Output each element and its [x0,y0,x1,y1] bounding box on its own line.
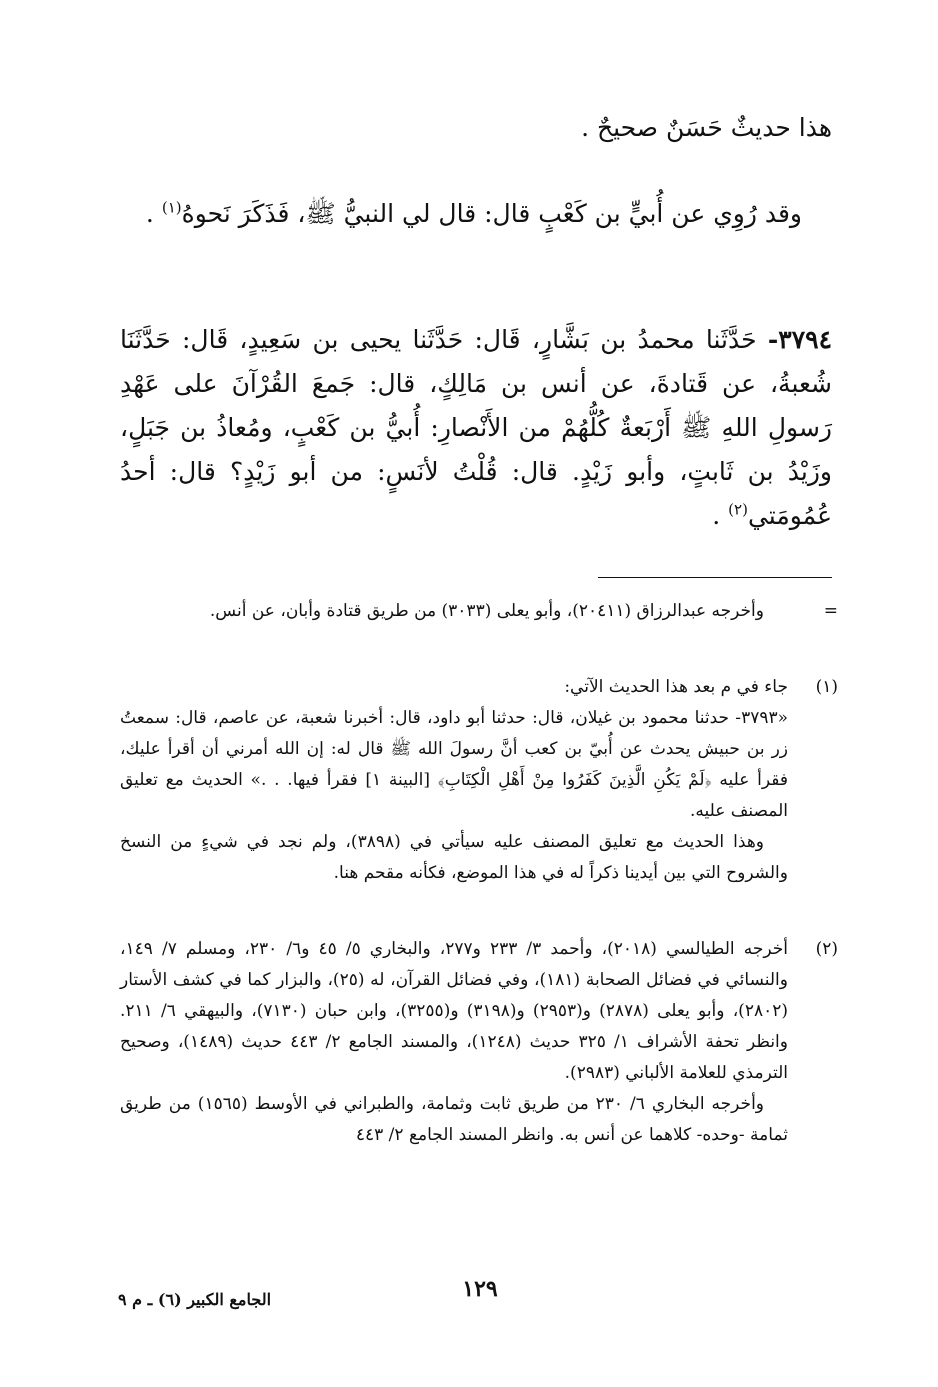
footnote-ref-2: (٢) [728,500,748,519]
continuation-marker: = [823,601,838,621]
hadith-paragraph [120,318,832,538]
hadith-end: . [712,501,729,530]
ubay-end: . [145,199,162,228]
footnote-1-quote: «٣٧٩٣- حدثنا محمود بن غيلان، قال: حدثنا أبو داود، قال: أخبرنا شعبة، عن عاصم، قال: سمعتُ زر بن حبيش يحدث عن أُبيّ بن كعب أنَّ رسولَ الله ﷺ قال له: إن الله أمرني أن أقرأ عليك، فقرأ عليه ﴿لَمْ يَكُنِ الَّذِينَ كَفَرُوا مِنْ أَهْلِ الْكِتَابِ﴾ [البينة ١] فقرأ فيها. . .» الحديث مع تعليق المصنف عليه. [120,708,788,821]
footnote-1-comment: وهذا الحديث مع تعليق المصنف عليه سيأتي في (٣٨٩٨)، ولم نجد في شيءٍ من النسخ والشروح التي بين أيدينا ذكراً له في هذا الموضع، فكأنه مقحم هنا. [120,832,788,883]
hadith-text: حَدَّثَنا محمدُ بن بَشَّارٍ، قَال: حَدَّثَنا يحيى بن سَعِيدٍ، قَال: حَدَّثَنَا شُعبةُ، عن قَتادةَ، عن أنس بن مَالِكٍ، قال: جَمعَ القُرْآنَ على عَهْدِ رَسولِ اللهِ ﷺ أَرْبَعةٌ كُلُّهُمْ من الأَنْصارِ: أُبيُّ بن كَعْبٍ، ومُعاذُ بن جَبَلٍ، وزَيْدُ بن ثَابتٍ، وأبو زَيْدٍ. قال: قُلْتُ لأنَسٍ: من أبو زَيْدٍ؟ قال: أحدُ عُمُومَتي [120,325,832,530]
ubay-text: وقد رُوِي عن أُبيٍّ بن كَعْبٍ قال: قال لي النبيُّ ﷺ، فَذَكَرَ نَحوهُ [181,199,802,228]
footnote-separator [598,577,832,578]
footnote-2-marker: (٢) [815,939,838,959]
footnote-1-marker: (١) [815,677,838,697]
continuation-text: وأخرجه عبدالرزاق (٢٠٤١١)، وأبو يعلى (٣٠٣٣) من طريق قتادة وأبان، عن أنس. [209,601,764,621]
footnote-2-text2: وأخرجه البخاري ٦/ ٢٣٠ من طريق ثابت وثمامة، والطبراني في الأوسط (١٥٦٥) من طريق ثمامة -وحده- كلاهما عن أنس به. وانظر المسند الجامع ٢/ ٤٤٣ [120,1094,788,1145]
signature-mark: الجامع الكبير (٦) ـ م ٩ [118,1290,272,1309]
footnote-ref-1: (١) [161,198,182,217]
ubay-paragraph [120,192,832,236]
footnote-2-text: أخرجه الطيالسي (٢٠١٨)، وأحمد ٣/ ٢٣٣ و٢٧٧، والبخاري ٥/ ٤٥ و٦/ ٢٣٠، ومسلم ٧/ ١٤٩، والنسائي في فضائل الصحابة (١٨١)، وفي فضائل القرآن، له (٢٥)، والبزار كما في كشف الأستار (٢٨٠٢)، وأبو يعلى (٢٨٧٨) و(٢٩٥٣) و(٣١٩٨) و(٣٢٥٥)، وابن حبان (٧١٣٠)، والبيهقي ٦/ ٢١١. وانظر تحفة الأشراف ١/ ٣٢٥ حديث (١٢٤٨)، والمسند الجامع ٢/ ٤٤٣ حديث (١٤٨٩)، وصحيح الترمذي للعلامة الألباني (٢٩٨٣). [120,939,788,1083]
hadith-verdict-line [120,106,832,150]
verdict-text: هذا حديثٌ حَسَنٌ صحيحٌ . [581,113,832,142]
page-number: ١٢٩ [462,1276,498,1302]
hadith-number: ٣٧٩٤- [767,325,832,354]
footnote-1-intro: جاء في م بعد هذا الحديث الآتي: [564,677,788,697]
